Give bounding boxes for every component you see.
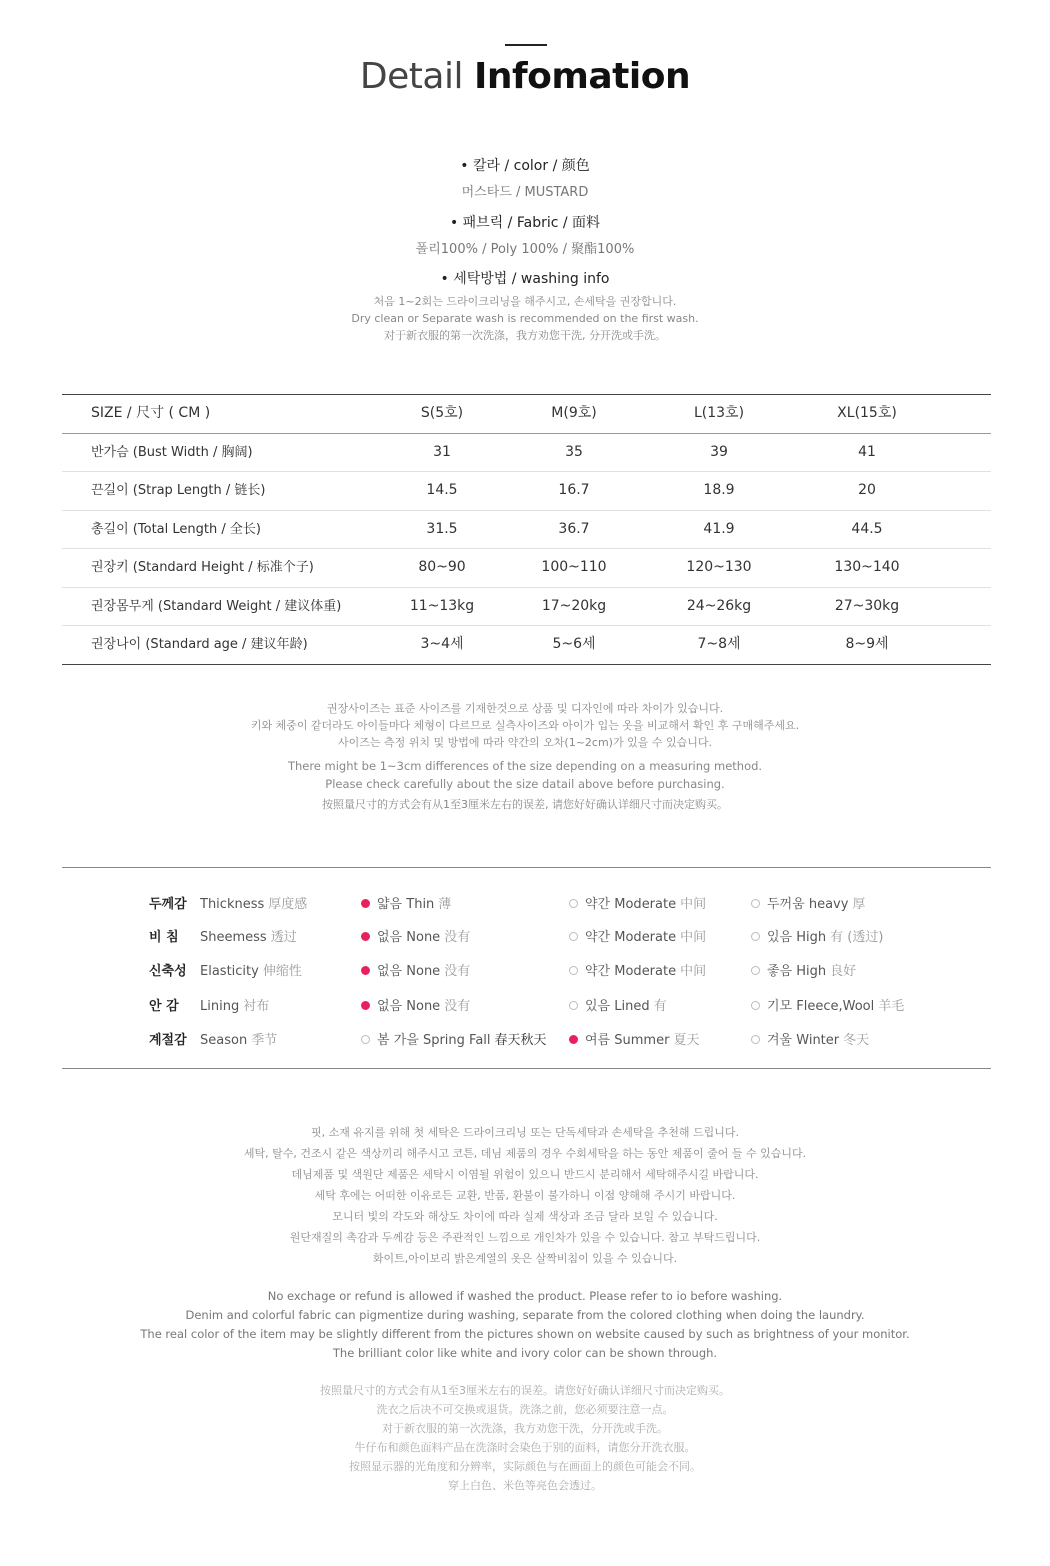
care-notes-en bbox=[0, 1287, 1050, 1363]
cell-l: 18.9 bbox=[703, 482, 735, 498]
fabric-info bbox=[0, 212, 1050, 257]
option-high: 좋음 High 良好 bbox=[751, 960, 856, 979]
feature-label-ko: 계절감 bbox=[149, 1033, 187, 1048]
unselected-dot-icon bbox=[751, 1035, 760, 1044]
title-accent-bar bbox=[505, 44, 547, 46]
care-line: 按照量尺寸的方式会有从1至3厘米左右的误差。请您好好确认详细尺寸而决定购买。 bbox=[320, 1384, 730, 1397]
unselected-dot-icon bbox=[361, 1035, 370, 1044]
unselected-dot-icon bbox=[569, 1001, 578, 1010]
washing-line-ko: 처음 1~2회는 드라이크리닝을 해주시고, 손세탁을 권장합니다. bbox=[373, 295, 677, 308]
option-moderate: 약간 Moderate 中间 bbox=[569, 960, 706, 979]
option-fleece: 기모 Fleece,Wool 羊毛 bbox=[751, 995, 904, 1014]
washing-line-cn: 对于新衣服的第一次洗涤，我方劝您干洗, 分开洗或手洗。 bbox=[384, 329, 666, 342]
feature-table bbox=[62, 867, 991, 1069]
option-moderate: 약간 Moderate 中间 bbox=[569, 893, 706, 912]
feature-label-ko: 신축성 bbox=[149, 964, 187, 979]
option-heavy: 두꺼움 heavy 厚 bbox=[751, 893, 865, 912]
table-row bbox=[62, 625, 991, 664]
cell-l: 7~8세 bbox=[697, 636, 741, 652]
size-note-line: 사이즈는 측정 위치 및 방법에 따라 약간의 오차(1~2cm)가 있을 수 있습니다. bbox=[338, 736, 712, 749]
option-winter: 겨울 Winter 冬天 bbox=[751, 1029, 869, 1048]
size-note-line: 권장사이즈는 표준 사이즈를 기재한것으로 상품 및 디자인에 따라 차이가 있습니다. bbox=[326, 702, 724, 715]
table-row bbox=[62, 510, 991, 549]
row-label: 권장몸무게 (Standard Weight / 建议体重) bbox=[91, 598, 342, 614]
option-summer: 여름 Summer 夏天 bbox=[569, 1029, 699, 1048]
feature-label-en: Thickness 厚度感 bbox=[200, 897, 308, 912]
cell-xl: 27~30kg bbox=[834, 597, 900, 614]
feature-label-en: Lining 衬布 bbox=[200, 999, 270, 1014]
size-note-cn: 按照量尺寸的方式会有从1至3厘米左右的误差, 请您好好确认详细尺寸而决定购买。 bbox=[322, 798, 728, 811]
care-line: 牛仔布和颜色面料产品在洗涤时会染色于别的面料，请您分开洗衣服。 bbox=[354, 1441, 696, 1454]
unselected-dot-icon bbox=[751, 932, 760, 941]
cell-m: 5~6세 bbox=[552, 636, 596, 652]
cell-s: 14.5 bbox=[426, 482, 458, 498]
cell-l: 41.9 bbox=[703, 520, 735, 537]
care-line: 按照显示器的光角度和分辨率，实际颜色与在画面上的颜色可能会不同。 bbox=[349, 1460, 701, 1473]
row-label: 총길이 (Total Length / 全长) bbox=[91, 521, 261, 537]
care-line: 핏, 소재 유지를 위해 첫 세탁은 드라이크리닝 또는 단독세탁과 손세탁을 추천해 드립니다. bbox=[311, 1126, 739, 1139]
washing-line-en: Dry clean or Separate wash is recommended on the first wash. bbox=[351, 312, 699, 325]
care-line: 모니터 빛의 각도와 해상도 차이에 따라 실제 색상과 조금 달라 보일 수 있습니다. bbox=[332, 1210, 718, 1223]
cell-m: 17~20kg bbox=[541, 597, 607, 614]
selected-dot-icon bbox=[569, 1035, 578, 1044]
size-note-line: There might be 1~3cm differences of the size depending on a measuring method. bbox=[287, 759, 763, 773]
washing-info bbox=[0, 268, 1050, 344]
care-line: 洗衣之后决不可交换或退货。洗涤之前，您必须要注意一点。 bbox=[376, 1403, 674, 1416]
size-note-line: 키와 체중이 같더라도 아이들마다 체형이 다르므로 실측사이즈와 아이가 입는 옷을 비교해서 확인 후 구매해주세요. bbox=[250, 719, 800, 732]
size-header-m: M(9호) bbox=[551, 405, 597, 421]
cell-xl: 130~140 bbox=[834, 559, 900, 575]
feature-label-ko: 안 감 bbox=[149, 999, 179, 1014]
care-notes-cn bbox=[0, 1381, 1050, 1495]
cell-l: 39 bbox=[710, 443, 728, 460]
cell-m: 36.7 bbox=[558, 520, 590, 537]
feature-row-thickness bbox=[62, 885, 991, 919]
table-row bbox=[62, 587, 991, 626]
row-label: 권장키 (Standard Height / 标准个子) bbox=[91, 560, 314, 575]
cell-s: 31.5 bbox=[426, 520, 458, 537]
feature-label-ko: 두께감 bbox=[149, 897, 187, 912]
page-title bbox=[0, 56, 1050, 97]
page-title-light: Detail bbox=[359, 56, 463, 97]
option-spring-fall: 봄 가을 Spring Fall 春天秋天 bbox=[361, 1029, 547, 1048]
cell-s: 3~4세 bbox=[420, 636, 464, 652]
size-table-header bbox=[62, 395, 991, 434]
care-notes-ko bbox=[0, 1122, 1050, 1269]
cell-l: 120~130 bbox=[686, 559, 752, 575]
care-line: The brilliant color like white and ivory color can be shown through. bbox=[332, 1346, 718, 1360]
cell-xl: 44.5 bbox=[851, 520, 883, 537]
care-line: Denim and colorful fabric can pigmentize during washing, separate from the colored clothing when doing the laundry. bbox=[185, 1308, 865, 1322]
feature-label-en: Elasticity 伸缩性 bbox=[200, 964, 302, 979]
unselected-dot-icon bbox=[751, 1001, 760, 1010]
size-header-l: L(13호) bbox=[693, 405, 745, 421]
care-line: 원단재질의 촉감과 두께감 등은 주관적인 느낌으로 개인차가 있을 수 있습니다. 참고 부탁드립니다. bbox=[289, 1231, 761, 1244]
unselected-dot-icon bbox=[569, 932, 578, 941]
care-line: 对于新衣服的第一次洗涤，我方劝您干洗，分开洗或手洗。 bbox=[382, 1422, 668, 1435]
cell-xl: 41 bbox=[858, 443, 876, 460]
cell-m: 16.7 bbox=[558, 482, 590, 498]
cell-s: 31 bbox=[433, 443, 451, 460]
care-line: 화이트,아이보리 밝은계열의 옷은 살짝비침이 있을 수 있습니다. bbox=[372, 1252, 678, 1265]
fabric-value: 폴리100% / Poly 100% / 聚酯100% bbox=[415, 242, 635, 257]
cell-xl: 8~9세 bbox=[845, 636, 889, 652]
size-notes-ko bbox=[0, 700, 1050, 751]
option-thin: 얇음 Thin 薄 bbox=[361, 893, 451, 912]
table-row bbox=[62, 434, 991, 472]
care-line: 데님제품 및 색원단 제품은 세탁시 이염될 위험이 있으니 반드시 분리해서 세탁해주시길 바랍니다. bbox=[291, 1168, 759, 1181]
care-line: The real color of the item may be slightly different from the pictures shown on website caused by such as brightness of your monitor. bbox=[140, 1327, 910, 1341]
care-line: 穿上白色、米色等亮色会透过。 bbox=[448, 1479, 602, 1492]
cell-s: 11~13kg bbox=[409, 597, 475, 614]
size-header-xl: XL(15호) bbox=[837, 405, 897, 421]
size-header-s: S(5호) bbox=[420, 405, 464, 421]
size-note-line: Please check carefully about the size datail above before purchasing. bbox=[325, 777, 725, 791]
cell-s: 80~90 bbox=[418, 559, 466, 575]
size-table bbox=[62, 394, 991, 665]
care-line: 세탁, 탈수, 건조시 같은 색상끼리 해주시고 코튼, 데님 제품의 경우 수회세탁을 하는 동안 제품이 줄어 들 수 있습니다. bbox=[243, 1147, 807, 1160]
size-header-label: SIZE / 尺寸 ( CM ) bbox=[91, 405, 211, 421]
selected-dot-icon bbox=[361, 966, 370, 975]
washing-heading: • 세탁방법 / washing info bbox=[440, 271, 610, 287]
feature-label-en: Sheemess 透过 bbox=[200, 930, 297, 945]
table-row bbox=[62, 548, 991, 587]
option-moderate: 약간 Moderate 中间 bbox=[569, 926, 706, 945]
table-row bbox=[62, 471, 991, 510]
unselected-dot-icon bbox=[569, 899, 578, 908]
unselected-dot-icon bbox=[751, 899, 760, 908]
cell-xl: 20 bbox=[858, 482, 876, 498]
selected-dot-icon bbox=[361, 932, 370, 941]
option-lined: 있음 Lined 有 bbox=[569, 995, 667, 1014]
feature-label-en: Season 季节 bbox=[200, 1033, 278, 1048]
selected-dot-icon bbox=[361, 899, 370, 908]
cell-l: 24~26kg bbox=[686, 597, 752, 614]
selected-dot-icon bbox=[361, 1001, 370, 1010]
option-high: 있음 High 有 (透过) bbox=[751, 926, 883, 945]
color-info bbox=[0, 155, 1050, 200]
page-title-bold: Infomation bbox=[473, 56, 691, 97]
color-value: 머스타드 / MUSTARD bbox=[461, 185, 589, 200]
option-none: 없음 None 没有 bbox=[361, 995, 470, 1014]
fabric-heading: • 패브릭 / Fabric / 面料 bbox=[449, 215, 601, 231]
option-none: 없음 None 没有 bbox=[361, 926, 470, 945]
cell-m: 100~110 bbox=[541, 559, 607, 575]
feature-row-sheerness bbox=[62, 918, 991, 952]
row-label: 권장나이 (Standard age / 建议年龄) bbox=[91, 637, 308, 652]
row-label: 반가슴 (Bust Width / 胸阔) bbox=[91, 444, 253, 460]
unselected-dot-icon bbox=[751, 966, 760, 975]
care-line: 세탁 후에는 어떠한 이유로든 교환, 반품, 환불이 불가하니 이점 양해해 주시기 바랍니다. bbox=[314, 1189, 736, 1202]
feature-row-elasticity bbox=[62, 952, 991, 986]
unselected-dot-icon bbox=[569, 966, 578, 975]
option-none: 없음 None 没有 bbox=[361, 960, 470, 979]
color-heading: • 칼라 / color / 颜色 bbox=[460, 158, 590, 174]
row-label: 끈길이 (Strap Length / 链长) bbox=[91, 483, 266, 498]
feature-row-lining bbox=[62, 987, 991, 1021]
feature-label-ko: 비 침 bbox=[149, 930, 179, 945]
size-notes-en bbox=[0, 757, 1050, 793]
care-line: No exchage or refund is allowed if washed the product. Please refer to io before washing. bbox=[267, 1289, 783, 1303]
feature-row-season bbox=[62, 1021, 991, 1055]
cell-m: 35 bbox=[565, 443, 583, 460]
